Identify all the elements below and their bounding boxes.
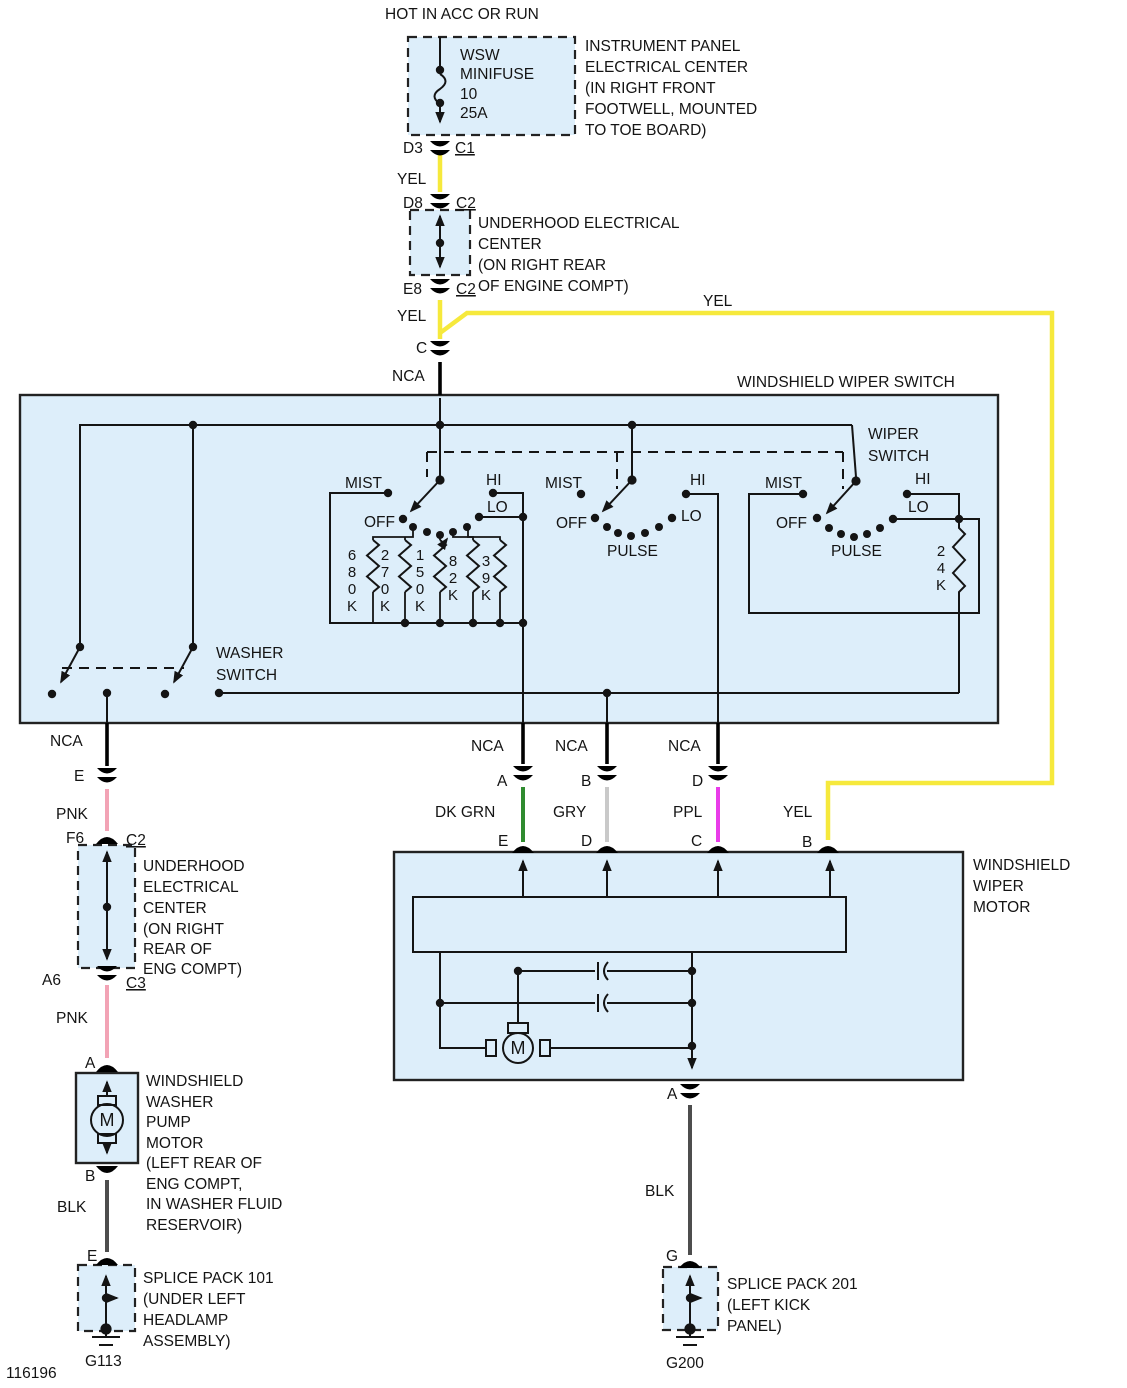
- uec2-line5: REAR OF: [143, 941, 212, 958]
- sw3-pulse: PULSE: [831, 543, 882, 560]
- wire-pnk-1: PNK: [56, 806, 88, 823]
- r82-1: 8: [448, 553, 458, 570]
- wiper-switch-title: WINDSHIELD WIPER SWITCH: [737, 374, 955, 391]
- r270-3: 0: [380, 581, 390, 598]
- sw3-hi: HI: [915, 471, 931, 488]
- wpm-line4: MOTOR: [146, 1135, 204, 1152]
- connector-icon-c: [430, 341, 450, 356]
- wire-gry: GRY: [553, 804, 587, 821]
- connector-icon-c2-e8: [430, 279, 450, 294]
- ground-g200: G200: [666, 1355, 704, 1372]
- wire-nca-5: NCA: [668, 738, 701, 755]
- connector-icon-e-sp101: [96, 1258, 118, 1265]
- term-d3: D3: [403, 140, 423, 157]
- sp101-line3: HEADLAMP: [143, 1312, 229, 1329]
- washer-sw-label1: WASHER: [216, 645, 284, 662]
- term-d-sw: D: [692, 773, 704, 790]
- conn-c1: C1: [455, 140, 475, 157]
- sw3-mist: MIST: [765, 475, 803, 492]
- term-g-sp201: G: [666, 1248, 679, 1265]
- conn-c2a: C2: [456, 195, 476, 212]
- wire-blk-1: BLK: [57, 1199, 87, 1216]
- connector-icon-e-motor: [512, 846, 534, 853]
- drawing-number: 116196: [6, 1365, 57, 1382]
- r270-1: 2: [380, 547, 390, 564]
- wwm-line1: WINDSHIELD: [973, 857, 1071, 874]
- sw1-lo: LO: [487, 499, 508, 516]
- uec2-line1: UNDERHOOD: [143, 858, 245, 875]
- r270-4: K: [379, 598, 391, 615]
- sp101-line4: ASSEMBLY): [143, 1333, 231, 1350]
- r270-2: 7: [380, 564, 390, 581]
- term-b-sw: B: [581, 773, 592, 790]
- term-d-motor: D: [581, 833, 593, 850]
- washer-sw-label2: SWITCH: [216, 667, 278, 684]
- sp101-line1: SPLICE PACK 101: [143, 1270, 274, 1287]
- term-e-sp101: E: [87, 1248, 98, 1265]
- term-c: C: [416, 340, 428, 357]
- sp201-line1: SPLICE PACK 201: [727, 1276, 858, 1293]
- uec1-line1: UNDERHOOD ELECTRICAL: [478, 215, 680, 232]
- wwm-line3: MOTOR: [973, 899, 1031, 916]
- uec2-line3: CENTER: [143, 900, 207, 917]
- r150-4: K: [414, 598, 426, 615]
- term-a-sw: A: [497, 773, 508, 790]
- wpm-line8: RESERVOIR): [146, 1217, 243, 1234]
- sp201-line3: PANEL): [727, 1318, 782, 1335]
- uec1-line4: OF ENGINE COMPT): [478, 278, 629, 295]
- connector-icon-a6-c3: [97, 966, 117, 981]
- fuse-rating: 25A: [460, 105, 488, 122]
- connector-icon-c-motor: [707, 846, 729, 853]
- r680-3: 0: [347, 581, 357, 598]
- sw2-pulse: PULSE: [607, 543, 658, 560]
- wire-pnk-2: PNK: [56, 1010, 88, 1027]
- uec1-line2: CENTER: [478, 236, 542, 253]
- r150-2: 5: [415, 564, 425, 581]
- connector-icon-a-sw: [513, 766, 533, 781]
- connector-icon-f6: [96, 837, 118, 844]
- wpm-line2: WASHER: [146, 1094, 214, 1111]
- connector-icon-b-pump: [96, 1166, 118, 1173]
- wire-yel-2: YEL: [397, 308, 427, 325]
- hot-feed-label: HOT IN ACC OR RUN: [385, 6, 539, 23]
- sw2-mist: MIST: [545, 475, 583, 492]
- sw3-off: OFF: [776, 515, 807, 532]
- sp101-line2: (UNDER LEFT: [143, 1291, 246, 1308]
- conn-c2b: C2: [456, 281, 476, 298]
- sw1-mist: MIST: [345, 475, 383, 492]
- fuse-name2: MINIFUSE: [460, 66, 535, 83]
- wire-dkgrn: DK GRN: [435, 804, 496, 821]
- sw1-off: OFF: [364, 514, 395, 531]
- windshield-wiper-motor-box: [394, 852, 963, 1080]
- r150-3: 0: [415, 581, 425, 598]
- connector-icon-a-motor: [680, 1084, 700, 1099]
- ground-g113: G113: [85, 1353, 122, 1370]
- fuse-name1: WSW: [460, 47, 500, 64]
- wpm-line6: ENG COMPT,: [146, 1176, 243, 1193]
- wpm-line5: (LEFT REAR OF: [146, 1155, 262, 1172]
- wire-yel-1: YEL: [397, 171, 427, 188]
- connector-icon-c2-d8: [430, 194, 450, 209]
- term-e8: E8: [403, 281, 422, 298]
- r680-4: K: [346, 598, 358, 615]
- wwm-line2: WIPER: [973, 878, 1024, 895]
- connector-icon-b-motor: [817, 846, 839, 853]
- uec1-line3: (ON RIGHT REAR: [478, 257, 607, 274]
- connector-icon-g-sp201: [679, 1261, 701, 1268]
- ipec-line2: ELECTRICAL CENTER: [585, 59, 749, 76]
- r39-2: 9: [481, 570, 491, 587]
- ipec-line1: INSTRUMENT PANEL: [585, 38, 741, 55]
- connector-icon-c1: [430, 141, 450, 156]
- r39-1: 3: [481, 553, 491, 570]
- uec2-line4: (ON RIGHT: [143, 921, 224, 938]
- connector-icon-d-motor: [596, 846, 618, 853]
- sw2-hi: HI: [690, 472, 706, 489]
- sw3-lo: LO: [908, 499, 929, 516]
- r24-2: 4: [936, 560, 946, 577]
- fuse-num: 10: [460, 86, 478, 103]
- sw2-lo: LO: [681, 508, 702, 525]
- r39-3: K: [480, 587, 492, 604]
- term-d8: D8: [403, 195, 423, 212]
- ipec-line3: (IN RIGHT FRONT: [585, 80, 716, 97]
- wire-ppl: PPL: [673, 804, 703, 821]
- wire-nca-4: NCA: [555, 738, 588, 755]
- sw1-hi: HI: [486, 472, 502, 489]
- sp201-line2: (LEFT KICK: [727, 1297, 811, 1314]
- term-f6: F6: [66, 830, 85, 847]
- r24-1: 2: [936, 543, 946, 560]
- wiper-motor-m: M: [510, 1038, 526, 1058]
- wpm-line1: WINDSHIELD: [146, 1073, 244, 1090]
- term-a6: A6: [42, 972, 61, 989]
- ipec-line5: TO TOE BOARD): [585, 122, 707, 139]
- term-a-motor: A: [667, 1086, 678, 1103]
- term-b-pump: B: [85, 1168, 96, 1185]
- wire-nca-3: NCA: [471, 738, 504, 755]
- connector-icon-b-sw: [597, 766, 617, 781]
- conn-c3: C3: [126, 975, 146, 992]
- wire-yel-3: YEL: [703, 293, 733, 310]
- wpm-line3: PUMP: [146, 1114, 191, 1131]
- uec2-line2: ELECTRICAL: [143, 879, 239, 896]
- r150-1: 1: [415, 547, 425, 564]
- wire-nca-2: NCA: [50, 733, 83, 750]
- term-a-pump: A: [85, 1055, 96, 1072]
- r82-3: K: [447, 587, 459, 604]
- sw2-off: OFF: [556, 515, 587, 532]
- wire-nca-1: NCA: [392, 368, 425, 385]
- ground-symbol-g200: [676, 1329, 704, 1345]
- r82-2: 2: [448, 570, 458, 587]
- term-e-motor: E: [498, 833, 509, 850]
- wpm-line7: IN WASHER FLUID: [146, 1196, 283, 1213]
- uec2-line6: ENG COMPT): [143, 961, 243, 978]
- connector-icon-a-pump: [96, 1065, 118, 1072]
- wire-blk-2: BLK: [645, 1183, 675, 1200]
- pump-motor-m: M: [99, 1110, 115, 1130]
- connector-icon-e-washer: [97, 768, 117, 783]
- r680-2: 8: [347, 564, 357, 581]
- connector-icon-d-sw: [708, 766, 728, 781]
- wire-yel-4: YEL: [783, 804, 813, 821]
- term-b-motor: B: [802, 834, 813, 851]
- wiper-sw-label2: SWITCH: [868, 448, 930, 465]
- term-e-washer: E: [74, 768, 85, 785]
- ipec-line4: FOOTWELL, MOUNTED: [585, 101, 758, 118]
- r24-3: K: [935, 577, 947, 594]
- wiper-sw-label1: WIPER: [868, 426, 919, 443]
- r680-1: 6: [347, 547, 357, 564]
- conn-c2c: C2: [126, 832, 146, 849]
- term-c-motor: C: [691, 833, 703, 850]
